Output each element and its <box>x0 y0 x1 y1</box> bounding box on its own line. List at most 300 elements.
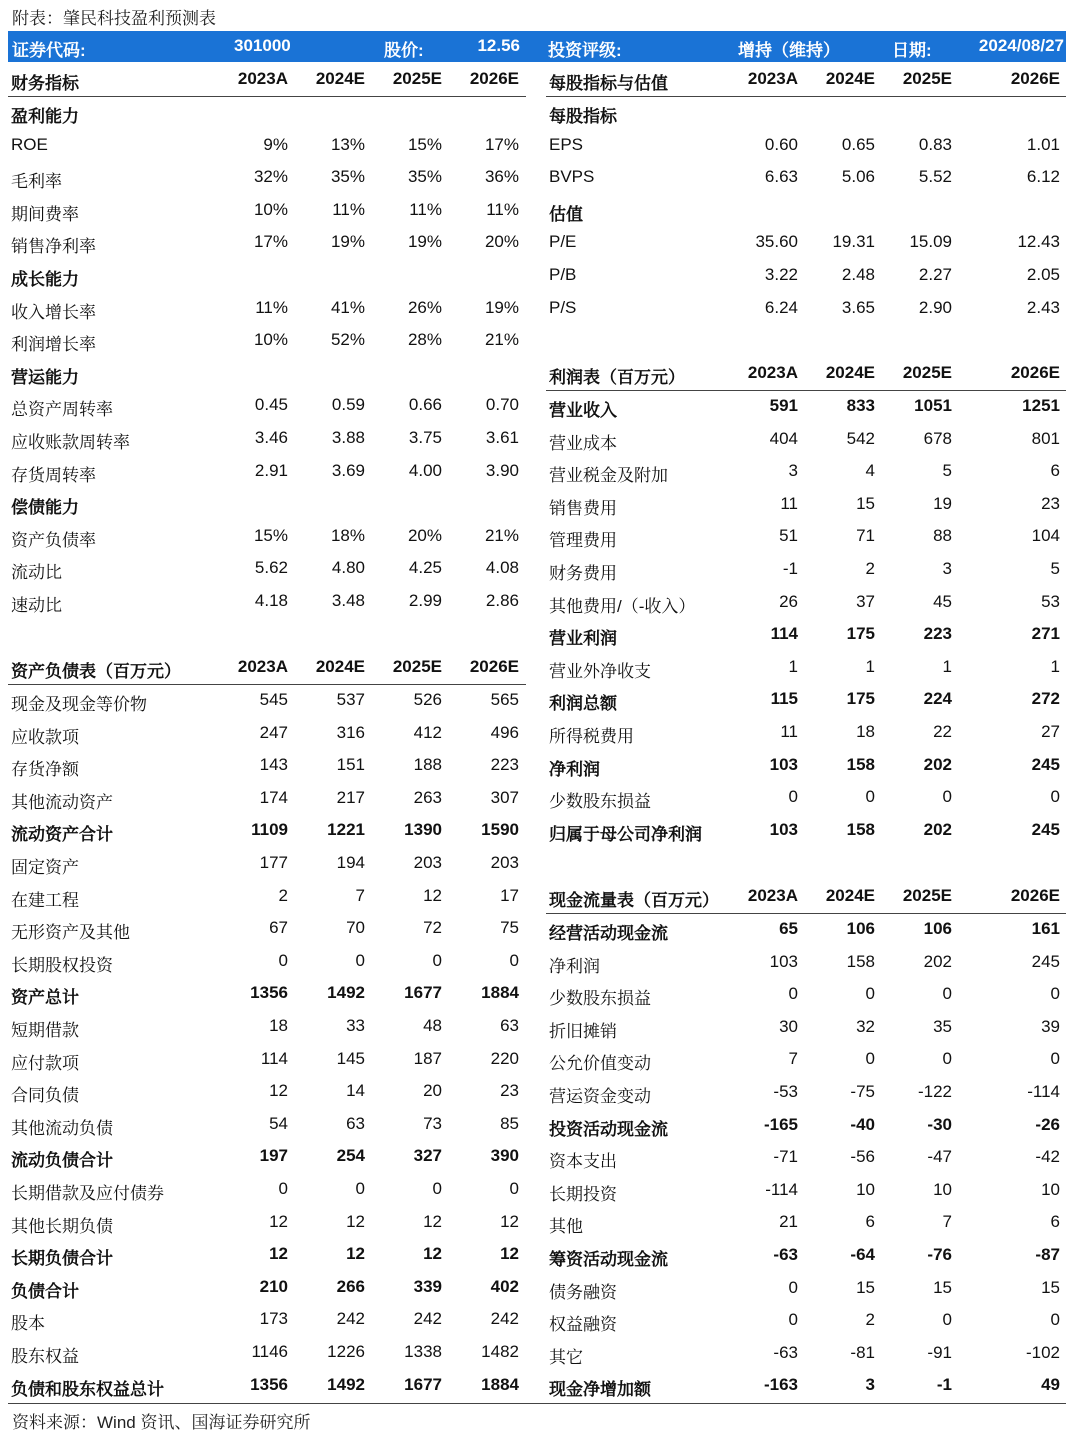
row-label: 无形资产及其他 <box>11 923 130 943</box>
row-value: 5 <box>1050 559 1060 578</box>
row-label: 期间费率 <box>11 204 79 224</box>
row-label: 少数股东损益 <box>549 989 651 1009</box>
header-title: 资产负债表（百万元） <box>11 662 181 681</box>
table-row <box>546 1370 1066 1403</box>
table-row <box>546 782 1066 815</box>
row-value: 3.61 <box>485 428 519 447</box>
row-value: 1146 <box>251 1342 288 1361</box>
income-statement-header <box>546 358 1066 389</box>
row-value: 245 <box>1031 754 1060 774</box>
row-value: 0 <box>942 1310 952 1330</box>
row-value: 1221 <box>327 820 365 840</box>
row-label: 折旧摊销 <box>549 1021 617 1041</box>
row-value: 3.22 <box>764 265 798 284</box>
row-value: 266 <box>336 1276 365 1296</box>
row-value: 0 <box>509 1179 519 1198</box>
table-row <box>8 1207 526 1240</box>
row-value: 245 <box>1031 819 1060 839</box>
price-label: 股价: <box>384 41 424 60</box>
header-year: 2026E <box>1010 363 1060 382</box>
table-row <box>546 489 1066 522</box>
row-value: 115 <box>770 689 798 709</box>
row-label: 利润增长率 <box>11 335 96 355</box>
header-year: 2024E <box>825 363 875 382</box>
table-row <box>546 717 1066 750</box>
row-value: 114 <box>260 1048 288 1068</box>
row-value: 3.48 <box>331 591 365 610</box>
row-value: 63 <box>346 1113 365 1133</box>
row-value: -87 <box>1035 1245 1060 1264</box>
row-value: 545 <box>259 690 288 709</box>
row-value: 1492 <box>327 1374 365 1394</box>
row-value: 194 <box>336 853 365 872</box>
row-label: BVPS <box>549 167 595 187</box>
header-year: 2026E <box>469 657 519 676</box>
table-row <box>8 456 526 489</box>
row-value: 542 <box>846 428 875 448</box>
row-value: 0 <box>432 950 442 970</box>
row-value: 2.86 <box>485 591 519 610</box>
table-row <box>8 913 526 946</box>
rating-label: 投资评级: <box>548 41 622 60</box>
table-row <box>546 554 1066 587</box>
table-row <box>546 130 1066 163</box>
row-value: 3.69 <box>331 460 365 480</box>
row-label: 利润总额 <box>549 694 617 714</box>
row-value: 307 <box>490 787 519 807</box>
row-label: 筹资活动现金流 <box>549 1250 668 1269</box>
table-row <box>8 130 526 163</box>
row-value: 21% <box>484 525 519 545</box>
row-value: 1 <box>1050 656 1060 676</box>
table-row <box>8 1141 526 1174</box>
row-value: 833 <box>846 396 875 415</box>
row-value: 106 <box>846 919 875 938</box>
row-value: 19 <box>933 493 952 513</box>
row-label: 收入增长率 <box>11 302 96 322</box>
row-value: 3.46 <box>254 428 288 447</box>
row-value: 71 <box>856 526 875 546</box>
row-value: 158 <box>846 819 875 839</box>
row-value: 158 <box>846 754 875 774</box>
table-row <box>8 1011 526 1044</box>
table-row <box>546 1142 1066 1175</box>
row-label: 固定资产 <box>11 858 79 877</box>
row-value: 173 <box>259 1309 288 1329</box>
row-value: 30 <box>779 1016 798 1036</box>
table-row <box>8 1370 526 1403</box>
row-value: 0.45 <box>254 395 288 415</box>
row-value: 17 <box>500 885 519 905</box>
row-value: -76 <box>927 1245 952 1264</box>
row-value: 2.27 <box>918 265 952 284</box>
row-value: 1338 <box>404 1342 442 1361</box>
row-label: 净利润 <box>549 956 600 976</box>
row-value: -163 <box>763 1375 798 1395</box>
row-value: 14 <box>346 1081 365 1101</box>
row-value: 2.99 <box>408 591 442 610</box>
table-row <box>546 521 1066 554</box>
row-value: 0 <box>942 1049 952 1069</box>
row-label: 毛利率 <box>11 172 62 192</box>
table-row <box>8 423 526 456</box>
row-label: 应收款项 <box>11 727 79 747</box>
row-value: 220 <box>490 1048 519 1068</box>
row-value: 3.88 <box>331 428 365 447</box>
row-value: -71 <box>773 1147 798 1167</box>
row-value: 202 <box>923 819 952 839</box>
row-value: 339 <box>413 1276 442 1296</box>
row-value: 15 <box>856 1277 875 1297</box>
header-year: 2023A <box>237 69 288 88</box>
row-value: -91 <box>927 1342 952 1362</box>
row-value: 245 <box>1031 951 1060 971</box>
row-value: -114 <box>765 1179 798 1199</box>
row-value: 404 <box>769 428 798 448</box>
row-value: 175 <box>846 624 875 644</box>
row-value: 11 <box>780 722 798 741</box>
row-value: 1677 <box>404 983 442 1003</box>
row-value: -42 <box>1035 1147 1060 1167</box>
row-value: 72 <box>423 918 442 938</box>
row-value: 0.70 <box>485 395 519 415</box>
row-value: 35.60 <box>755 232 798 252</box>
table-row <box>8 783 526 816</box>
table-row <box>8 815 526 848</box>
header-year: 2025E <box>902 69 952 88</box>
table-row <box>8 881 526 914</box>
row-value: 20% <box>484 232 519 252</box>
row-value: 1884 <box>481 1374 519 1394</box>
row-value: 203 <box>413 853 442 872</box>
row-value: 20 <box>423 1081 442 1101</box>
table-row <box>546 587 1066 620</box>
row-value: 26% <box>407 297 442 317</box>
row-label: 财务费用 <box>549 564 617 583</box>
row-value: 4.08 <box>485 558 519 578</box>
row-value: -30 <box>927 1114 952 1134</box>
row-value: 28% <box>407 330 442 350</box>
per-share-header <box>546 64 1066 95</box>
row-value: -102 <box>1025 1342 1060 1362</box>
row-value: 5.06 <box>841 167 875 187</box>
row-value: 15.09 <box>909 232 952 252</box>
table-row <box>546 1240 1066 1273</box>
row-value: 5.62 <box>254 558 288 578</box>
row-value: 18% <box>330 525 365 545</box>
table-row <box>8 521 526 554</box>
row-label: 销售净利率 <box>11 237 96 257</box>
row-value: 106 <box>923 919 952 938</box>
row-label: 存货净额 <box>11 760 79 780</box>
row-label: 成长能力 <box>11 270 79 289</box>
row-value: 272 <box>1031 689 1060 709</box>
code-label: 证券代码: <box>12 41 86 60</box>
row-value: -63 <box>773 1245 798 1264</box>
table-row <box>546 1207 1066 1240</box>
row-label: 管理费用 <box>549 531 617 551</box>
table-row <box>546 293 1066 326</box>
row-value: 271 <box>1031 624 1060 644</box>
code-value: 301000 <box>234 36 291 55</box>
row-label: 合同负债 <box>11 1086 79 1106</box>
row-value: 7 <box>942 1212 952 1232</box>
table-row <box>8 1272 526 1305</box>
table-row <box>546 1305 1066 1338</box>
table-row <box>546 162 1066 195</box>
row-label: 其他费用/（-收入） <box>549 596 696 616</box>
row-value: 4.00 <box>408 460 442 480</box>
row-value: 1.01 <box>1026 134 1060 154</box>
table-row <box>546 1273 1066 1306</box>
row-label: 营业税金及附加 <box>549 466 668 486</box>
row-value: 1482 <box>481 1342 519 1361</box>
row-value: 197 <box>259 1146 288 1166</box>
row-label: 负债合计 <box>11 1281 79 1301</box>
table-row <box>546 1044 1066 1077</box>
row-value: 801 <box>1031 428 1060 448</box>
row-value: 203 <box>490 853 519 872</box>
row-value: 19% <box>484 297 519 317</box>
header-year: 2024E <box>315 657 365 676</box>
table-row <box>546 815 1066 848</box>
row-label: 其他 <box>549 1217 583 1237</box>
row-value: 0.83 <box>918 134 952 154</box>
row-value: 4.80 <box>331 558 365 578</box>
header-year: 2023A <box>747 886 798 905</box>
row-value: 17% <box>484 134 519 154</box>
row-value: 143 <box>259 755 288 775</box>
table-row <box>8 293 526 326</box>
row-value: 32 <box>856 1016 875 1036</box>
row-value: 33 <box>346 1016 365 1035</box>
row-value: 19% <box>407 232 442 252</box>
row-value: 223 <box>923 624 952 644</box>
row-value: 104 <box>1031 526 1060 546</box>
table-row <box>546 1338 1066 1371</box>
row-value: 3 <box>788 461 798 481</box>
row-label: 其它 <box>549 1347 583 1367</box>
row-value: 4.18 <box>254 591 288 610</box>
row-value: 45 <box>933 591 952 611</box>
table-row <box>8 1239 526 1272</box>
row-label: EPS <box>549 134 584 154</box>
row-value: 217 <box>336 787 365 807</box>
row-value: 11% <box>486 199 519 219</box>
row-value: 4.25 <box>408 558 442 578</box>
row-value: 0 <box>788 984 798 1004</box>
row-value: 0 <box>942 787 952 807</box>
row-label: 净利润 <box>549 759 600 779</box>
row-value: 54 <box>269 1113 288 1133</box>
row-label: 资本支出 <box>549 1152 617 1172</box>
row-label: 少数股东损益 <box>549 792 651 812</box>
row-value: 158 <box>846 951 875 971</box>
table-row <box>8 1076 526 1109</box>
row-value: -40 <box>850 1114 875 1134</box>
row-label: 流动比 <box>11 563 62 583</box>
table-row <box>546 1175 1066 1208</box>
row-label: 盈利能力 <box>11 107 79 126</box>
row-value: 254 <box>336 1146 365 1166</box>
row-label: 营运资金变动 <box>549 1087 651 1106</box>
row-value: 18 <box>269 1016 288 1035</box>
row-value: 10 <box>933 1179 952 1199</box>
cash-flow-header <box>546 881 1066 912</box>
row-label: 所得税费用 <box>549 727 634 746</box>
row-value: 3.65 <box>841 297 875 317</box>
table-row <box>546 97 1066 130</box>
table-caption: 附表：肇民科技盈利预测表 <box>12 9 216 28</box>
row-label: 估值 <box>549 204 583 224</box>
row-value: -47 <box>927 1147 952 1167</box>
row-label: 其他流动负债 <box>11 1118 113 1138</box>
row-value: 0 <box>355 950 365 970</box>
row-value: 13% <box>330 134 365 154</box>
row-value: 73 <box>423 1113 442 1133</box>
table-row <box>8 685 526 718</box>
row-value: 10% <box>253 199 288 219</box>
header-year: 2023A <box>747 69 798 88</box>
row-value: 0 <box>1050 787 1060 807</box>
financial-indicators-header <box>8 64 526 95</box>
table-row <box>8 946 526 979</box>
row-value: 1 <box>788 656 798 676</box>
row-value: 26 <box>779 591 798 611</box>
table-row <box>8 586 526 619</box>
row-value: 32% <box>253 167 288 187</box>
row-value: 65 <box>779 919 798 938</box>
row-value: 1251 <box>1022 396 1060 415</box>
row-value: 0 <box>1050 1049 1060 1069</box>
row-value: 1356 <box>250 983 288 1003</box>
row-label: 公允价值变动 <box>549 1054 651 1074</box>
row-value: -64 <box>850 1245 875 1264</box>
table-row <box>546 391 1066 424</box>
row-value: 35% <box>407 167 442 187</box>
row-value: 1 <box>942 656 952 676</box>
header-year: 2026E <box>469 69 519 88</box>
row-value: 36% <box>484 167 519 187</box>
row-value: 2.48 <box>841 265 875 284</box>
row-label: 在建工程 <box>11 890 79 910</box>
row-value: 2.91 <box>254 460 288 480</box>
row-value: 2 <box>865 559 875 578</box>
table-row <box>8 978 526 1011</box>
row-value: 1677 <box>404 1374 442 1394</box>
row-value: 2 <box>865 1310 875 1330</box>
header-title: 利润表（百万元） <box>549 368 685 387</box>
row-value: 12 <box>500 1244 519 1264</box>
table-row <box>546 1110 1066 1143</box>
row-value: 18 <box>856 722 875 741</box>
row-label: 投资活动现金流 <box>549 1119 668 1139</box>
row-value: 15% <box>407 134 442 154</box>
table-row <box>8 718 526 751</box>
source-note: 资料来源：Wind 资讯、国海证券研究所 <box>12 1413 311 1432</box>
row-value: 3.75 <box>408 428 442 447</box>
row-value: 10 <box>1041 1179 1060 1199</box>
row-label: 营业成本 <box>549 433 617 453</box>
table-row <box>546 652 1066 685</box>
row-label: 长期借款及应付债券 <box>11 1184 164 1203</box>
header-title: 现金流量表（百万元） <box>549 891 719 910</box>
row-value: -26 <box>1035 1114 1060 1134</box>
row-value: -56 <box>850 1147 875 1167</box>
row-value: 23 <box>500 1081 519 1101</box>
header-year: 2023A <box>747 363 798 382</box>
row-value: 19% <box>330 232 365 252</box>
row-label: 应收账款周转率 <box>11 433 130 452</box>
row-value: 0 <box>509 950 519 970</box>
row-value: 496 <box>490 722 519 742</box>
table-row <box>8 750 526 783</box>
row-value: 177 <box>259 853 288 872</box>
row-value: 27 <box>1041 722 1060 741</box>
row-value: 2.90 <box>918 297 952 317</box>
table-row <box>8 358 526 391</box>
row-value: 37 <box>856 591 875 611</box>
table-row <box>546 947 1066 980</box>
table-row <box>8 195 526 228</box>
row-value: 0 <box>278 1179 288 1198</box>
row-value: -1 <box>782 559 798 578</box>
row-value: 22 <box>933 722 952 741</box>
row-value: 6 <box>1050 461 1060 481</box>
row-value: 3 <box>865 1375 875 1395</box>
row-value: 15 <box>1041 1277 1060 1297</box>
row-value: 11% <box>255 297 288 317</box>
row-value: 0 <box>278 950 288 970</box>
row-value: 0 <box>1050 1310 1060 1330</box>
table-row <box>8 1109 526 1142</box>
row-value: 7 <box>355 885 365 905</box>
row-label: 速动比 <box>11 596 62 615</box>
stock-info-bar <box>8 31 1066 62</box>
rating-value: 增持（维持） <box>738 41 840 60</box>
row-value: 23 <box>1041 493 1060 513</box>
row-value: 202 <box>923 754 952 774</box>
row-value: 12 <box>423 1211 442 1231</box>
row-value: 402 <box>490 1276 519 1296</box>
row-label: 股东权益 <box>11 1347 79 1366</box>
row-label: 长期负债合计 <box>11 1249 113 1269</box>
row-value: 242 <box>490 1309 519 1329</box>
row-value: 0.60 <box>764 134 798 154</box>
row-label: 流动资产合计 <box>11 825 113 845</box>
row-value: 1492 <box>327 983 365 1003</box>
row-value: 21% <box>484 330 519 350</box>
row-value: -81 <box>850 1342 875 1362</box>
row-value: 0 <box>1050 984 1060 1004</box>
header-year: 2025E <box>392 69 442 88</box>
row-value: 1109 <box>251 820 288 840</box>
table-row <box>8 227 526 260</box>
table-row <box>546 227 1066 260</box>
row-value: 7 <box>788 1049 798 1069</box>
row-value: -165 <box>763 1114 798 1134</box>
row-value: 3 <box>942 559 952 578</box>
table-row <box>546 424 1066 457</box>
row-label: 营业外净收支 <box>549 661 651 681</box>
row-label: 长期股权投资 <box>11 955 113 975</box>
table-row <box>8 553 526 586</box>
row-value: 2 <box>278 885 288 905</box>
row-value: 12.43 <box>1017 232 1060 252</box>
table-row <box>546 456 1066 489</box>
row-value: 6.24 <box>764 297 798 317</box>
row-value: 5.52 <box>918 167 952 187</box>
